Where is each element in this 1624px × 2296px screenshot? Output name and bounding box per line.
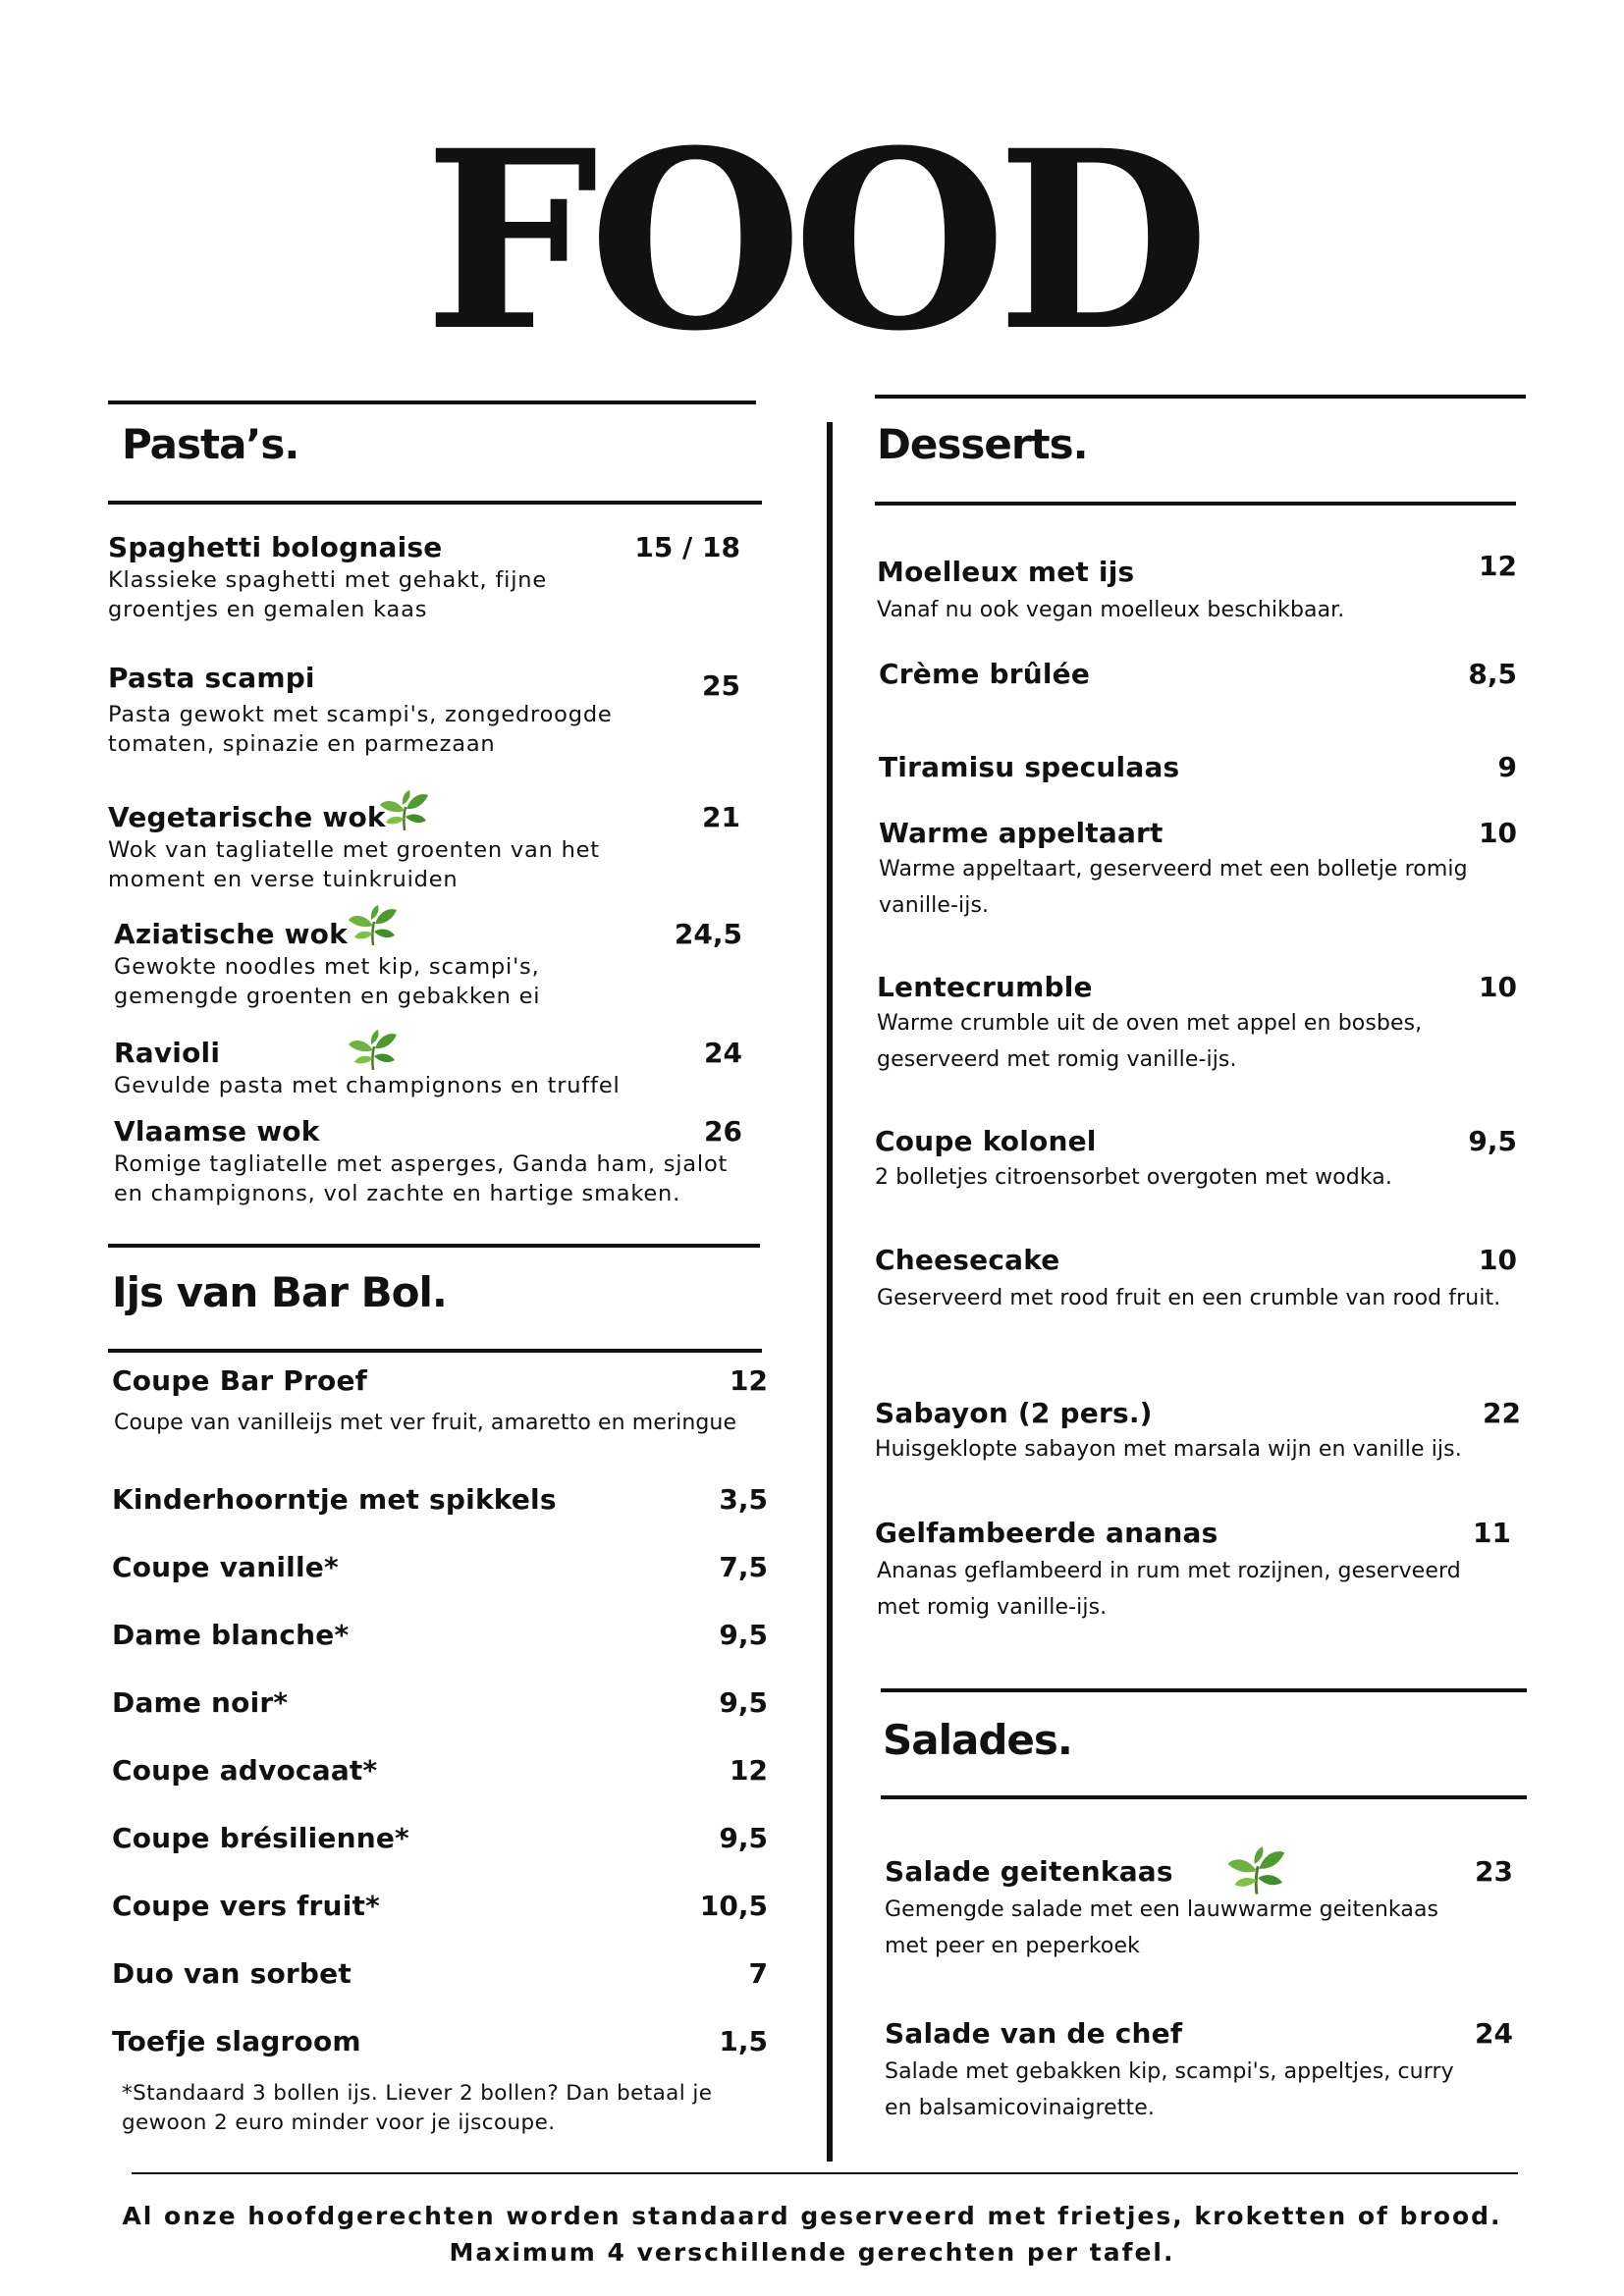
item-name: Gelfambeerde ananas	[875, 1517, 1218, 1549]
item-price: 11	[1473, 1517, 1511, 1549]
menu-item	[877, 550, 1517, 628]
item-description: Wok van tagliatelle met groenten van het moment en verse tuinkruiden	[108, 837, 600, 893]
menu-item	[112, 2025, 768, 2057]
menu-item	[875, 1397, 1521, 1468]
section-rule	[881, 1688, 1527, 1692]
item-price: 12	[730, 1364, 768, 1397]
item-price: 12	[1479, 550, 1517, 582]
item-description: Salade met gebakken kip, scampi's, appeltjes, curry en balsamicovinaigrette.	[885, 2059, 1454, 2121]
item-price: 1,5	[719, 2025, 768, 2057]
section-rule	[108, 501, 762, 505]
item-description: Romige tagliatelle met asperges, Ganda ham, sjalot en champignons, vol zachte en hartige smaken.	[114, 1151, 729, 1207]
item-price: 9,5	[719, 1619, 768, 1651]
item-description: Pasta gewokt met scampi's, zongedroogde tomaten, spinazie en parmezaan	[108, 702, 613, 758]
item-name: Dame noir*	[112, 1686, 289, 1719]
column-divider	[827, 422, 833, 2162]
footer-line: Al onze hoofdgerechten worden standaard geserveerd met frietjes, kroketten of brood.	[122, 2202, 1502, 2230]
menu-item	[879, 751, 1517, 783]
item-description: Geserveerd met rood fruit en een crumble van rood fruit.	[877, 1286, 1501, 1310]
menu-item	[108, 801, 756, 895]
item-name: Dame blanche*	[112, 1619, 350, 1651]
item-name: Moelleux met ijs	[877, 556, 1135, 588]
menu-item	[112, 1822, 768, 1854]
item-name: Coupe brésilienne*	[112, 1822, 409, 1854]
item-price: 9,5	[1468, 1125, 1517, 1157]
basil-leaf-icon	[377, 789, 432, 832]
menu-item	[112, 1890, 768, 1922]
item-name: Vegetarische wok	[108, 801, 386, 833]
item-price: 25	[702, 669, 740, 702]
item-name: Tiramisu speculaas	[879, 751, 1180, 783]
item-price: 22	[1483, 1397, 1521, 1429]
item-price: 23	[1475, 1855, 1513, 1888]
section-rule	[108, 400, 756, 404]
item-description: Klassieke spaghetti met gehakt, fijne groentjes en gemalen kaas	[108, 567, 547, 623]
item-name: Crème brûlée	[879, 658, 1091, 690]
item-name: Pasta scampi	[108, 662, 315, 694]
item-name: Aziatische wok	[114, 918, 348, 950]
item-price: 7	[748, 1957, 768, 1990]
item-price: 24	[1475, 2017, 1513, 2050]
item-name: Lentecrumble	[877, 971, 1093, 1003]
item-name: Duo van sorbet	[112, 1957, 352, 1990]
item-price: 24	[704, 1037, 742, 1069]
basil-leaf-icon	[1224, 1845, 1289, 1896]
item-name: Toefje slagroom	[112, 2025, 361, 2057]
item-price: 3,5	[719, 1483, 768, 1516]
section-heading-salades: Salades.	[883, 1716, 1072, 1764]
menu-item	[108, 662, 756, 760]
section-rule	[881, 1795, 1527, 1799]
item-price: 9,5	[719, 1686, 768, 1719]
menu-item	[114, 1115, 762, 1209]
menu-item	[112, 1619, 768, 1651]
item-price: 10	[1479, 971, 1517, 1003]
item-price: 24,5	[674, 918, 742, 950]
item-description: Coupe van vanilleijs met ver fruit, amaretto en meringue	[114, 1411, 737, 1435]
menu-item	[875, 1125, 1517, 1196]
item-price: 10,5	[699, 1890, 768, 1922]
item-description: Warme appeltaart, geserveerd met een bolletje romig vanille-ijs.	[879, 857, 1468, 919]
item-description: Gemengde salade met een lauwwarme geitenkaas met peer en peperkoek	[885, 1897, 1439, 1959]
menu-item	[879, 817, 1517, 925]
item-name: Warme appeltaart	[879, 817, 1164, 849]
menu-item	[114, 1037, 762, 1100]
menu-item	[114, 918, 762, 1012]
item-price: 26	[704, 1115, 742, 1148]
menu-item	[112, 1686, 768, 1719]
item-name: Spaghetti bolognaise	[108, 531, 443, 563]
item-price: 8,5	[1468, 658, 1517, 690]
section-rule	[108, 1244, 760, 1248]
item-name: Ravioli	[114, 1037, 221, 1069]
menu-item	[112, 1483, 768, 1516]
item-price: 9,5	[719, 1822, 768, 1854]
section-rule	[875, 502, 1516, 506]
item-price: 12	[730, 1754, 768, 1787]
item-name: Cheesecake	[875, 1244, 1060, 1276]
menu-item	[875, 1517, 1517, 1627]
item-price: 10	[1479, 817, 1517, 849]
item-description: Huisgeklopte sabayon met marsala wijn en vanille ijs.	[875, 1437, 1462, 1462]
item-name: Salade geitenkaas	[885, 1855, 1173, 1888]
section-heading-desserts: Desserts.	[877, 420, 1088, 468]
menu-item	[879, 658, 1517, 690]
menu-item	[885, 2017, 1513, 2127]
item-name: Salade van de chef	[885, 2017, 1183, 2050]
item-name: Kinderhoorntje met spikkels	[112, 1483, 557, 1516]
ice-cream-footnote: *Standaard 3 bollen ijs. Liever 2 bollen? Dan betaal je gewoon 2 euro minder voor je ijscoupe.	[122, 2081, 713, 2136]
menu-item	[112, 1957, 768, 1990]
footer-line: Maximum 4 verschillende gerechten per tafel.	[449, 2238, 1175, 2267]
item-description: Gewokte noodles met kip, scampi's, gemengde groenten en gebakken ei	[114, 954, 541, 1010]
item-price: 10	[1479, 1244, 1517, 1276]
menu-item	[112, 1754, 768, 1787]
item-description: Warme crumble uit de oven met appel en bosbes, geserveerd met romig vanille-ijs.	[877, 1011, 1423, 1073]
item-description: 2 bolletjes citroensorbet overgoten met wodka.	[875, 1165, 1392, 1190]
item-name: Sabayon (2 pers.)	[875, 1397, 1153, 1429]
item-description: Gevulde pasta met champignons en truffel	[114, 1073, 621, 1098]
item-name: Coupe vers fruit*	[112, 1890, 380, 1922]
section-rule	[875, 395, 1526, 399]
item-name: Coupe advocaat*	[112, 1754, 378, 1787]
section-heading-ijs: Ijs van Bar Bol.	[112, 1268, 447, 1316]
section-rule	[108, 1349, 762, 1353]
section-heading-pastas: Pasta’s.	[122, 420, 299, 468]
item-price: 9	[1497, 751, 1517, 783]
footer-rule	[132, 2172, 1518, 2174]
menu-item	[885, 1855, 1513, 1965]
basil-leaf-icon	[346, 1029, 401, 1072]
item-price: 7,5	[719, 1551, 768, 1583]
menu-item	[108, 531, 756, 625]
item-price: 21	[702, 801, 740, 833]
menu-item	[875, 1244, 1517, 1316]
basil-leaf-icon	[346, 904, 401, 947]
item-name: Coupe kolonel	[875, 1125, 1097, 1157]
item-name: Vlaamse wok	[114, 1115, 320, 1148]
item-description: Vanaf nu ook vegan moelleux beschikbaar.	[877, 598, 1345, 622]
item-name: Coupe vanille*	[112, 1551, 339, 1583]
menu-item	[877, 971, 1517, 1079]
menu-item	[112, 1364, 768, 1441]
menu-title: FOOD	[424, 96, 1200, 385]
item-name: Coupe Bar Proef	[112, 1364, 368, 1397]
item-description: Ananas geflambeerd in rum met rozijnen, geserveerd met romig vanille-ijs.	[877, 1559, 1461, 1621]
menu-item	[112, 1551, 768, 1583]
item-price: 15 / 18	[634, 531, 740, 563]
